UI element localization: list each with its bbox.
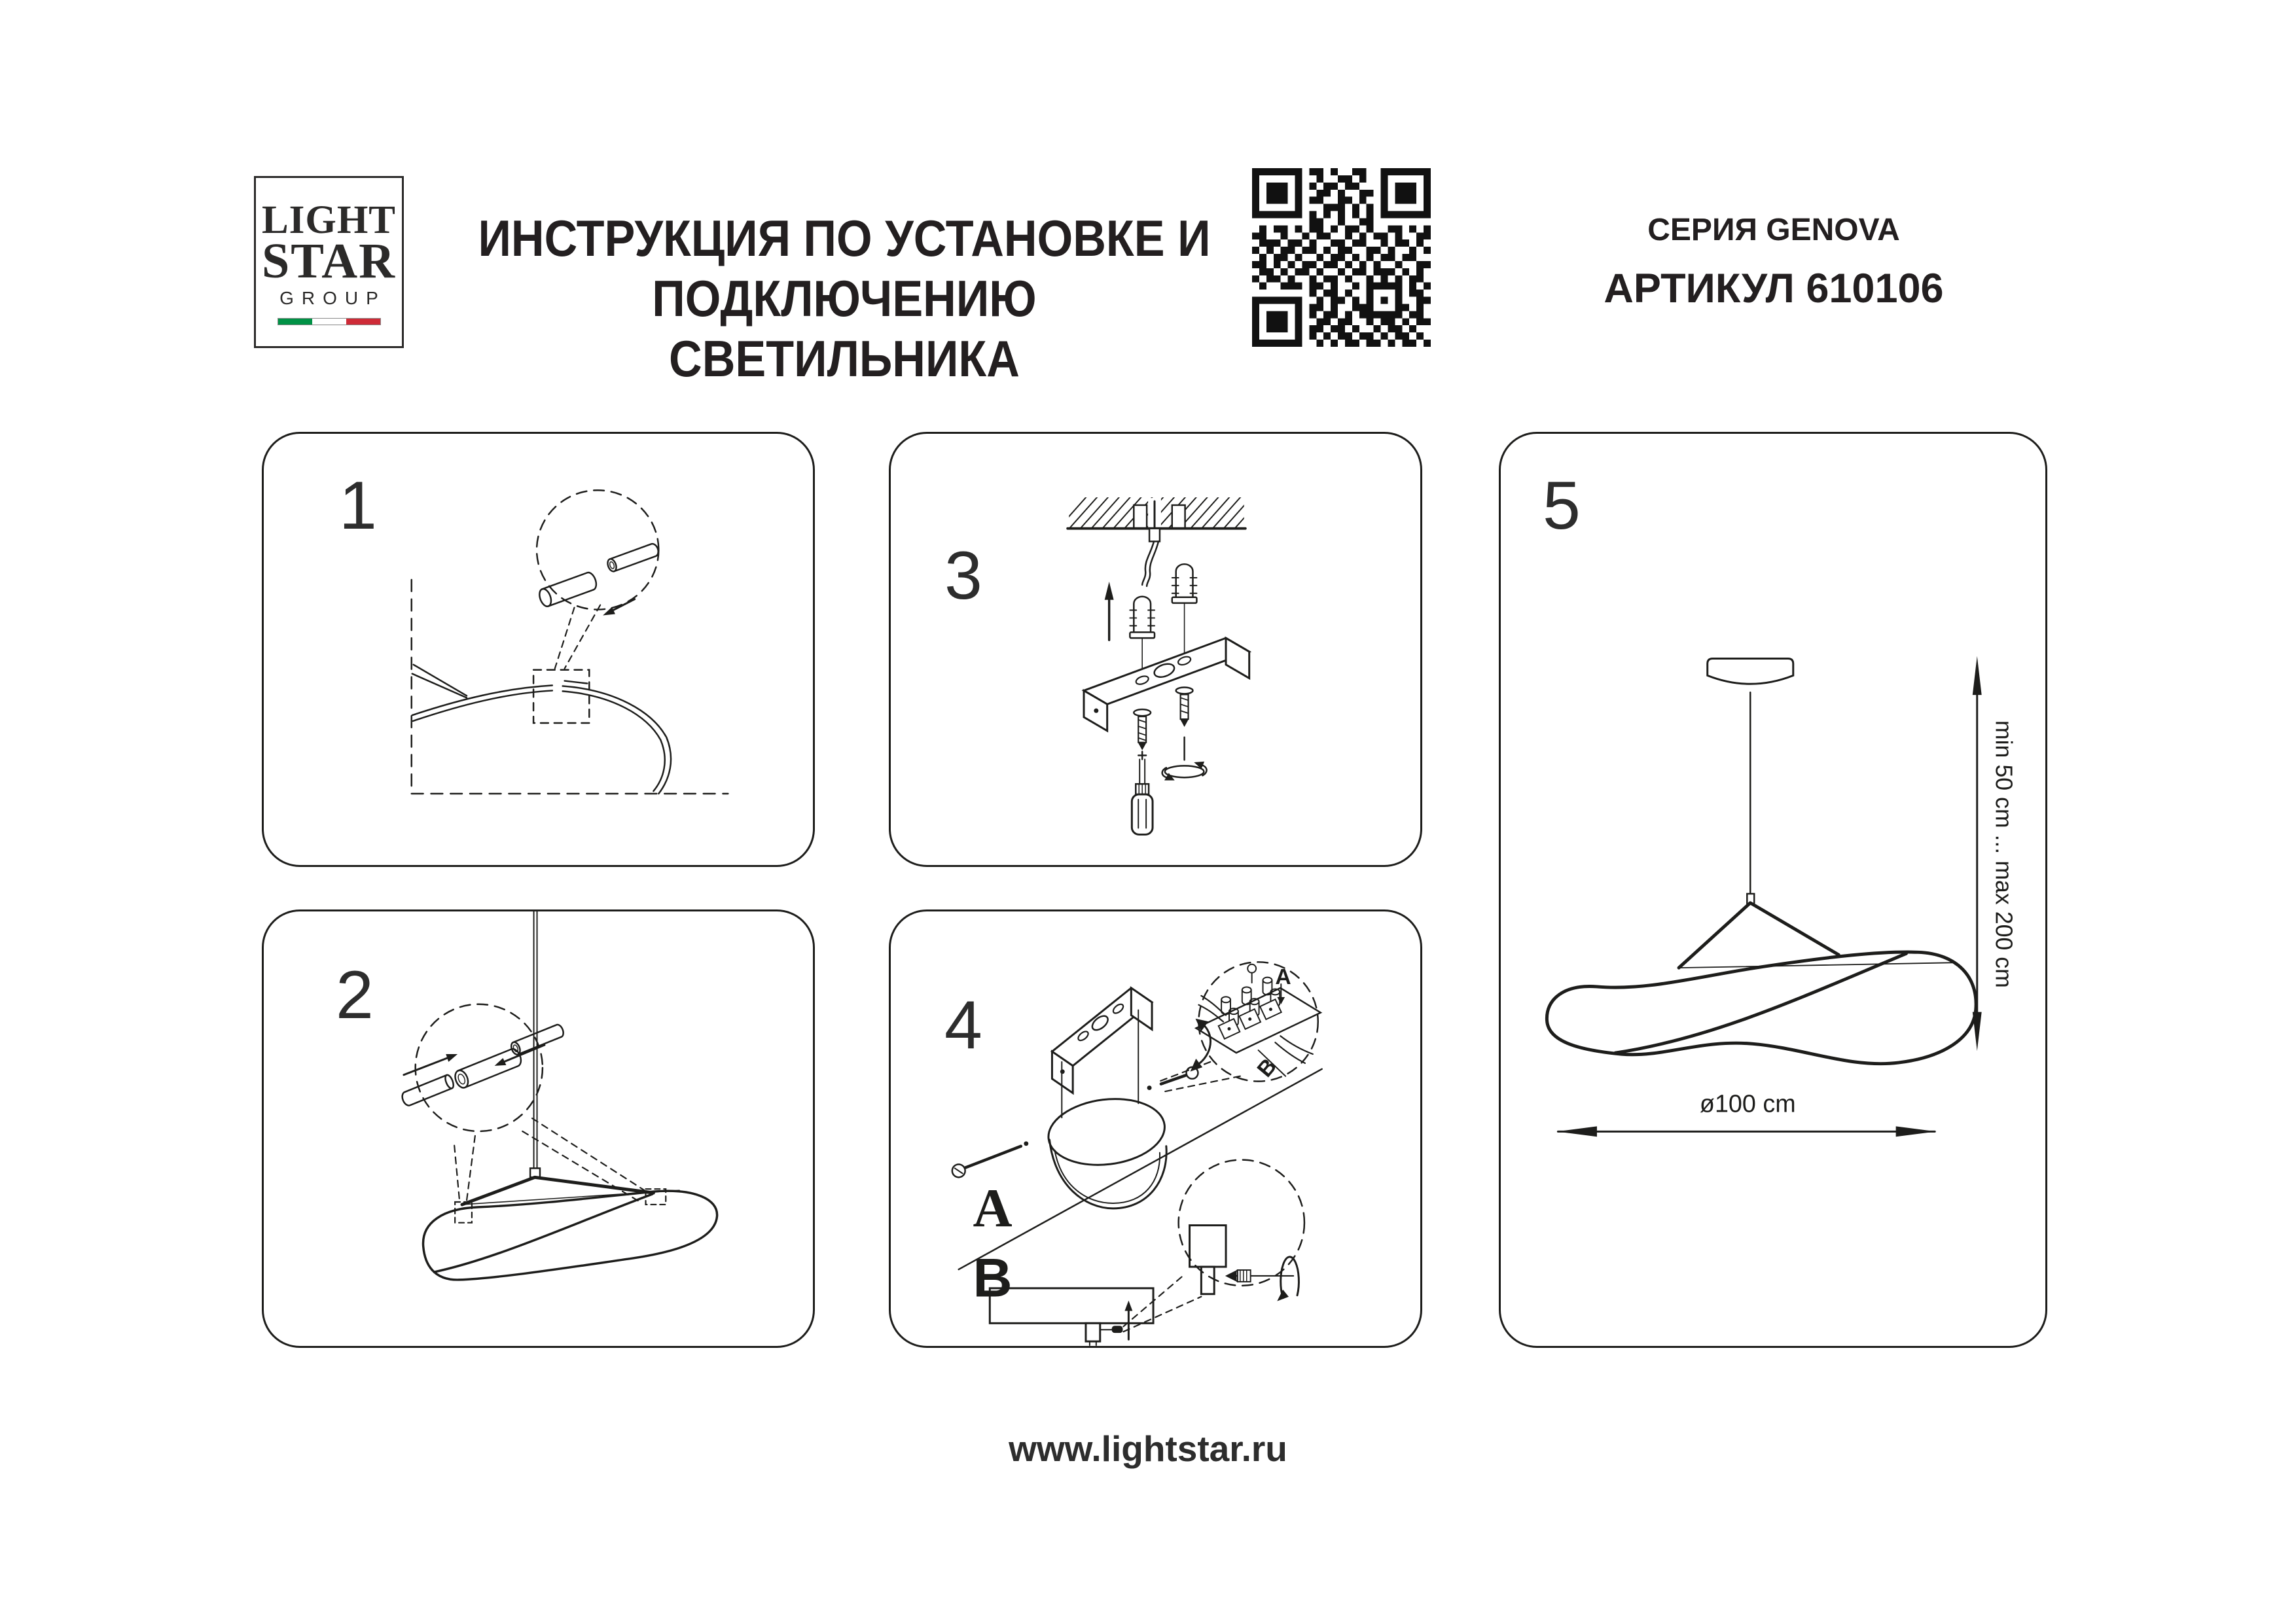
side-screw-left — [952, 1146, 1021, 1178]
flag-green — [278, 319, 312, 325]
step-number-3: 3 — [944, 538, 982, 614]
product-info — [1525, 213, 2022, 312]
detail-a-label: A — [1275, 964, 1291, 989]
ceiling-dowel-left — [1134, 505, 1147, 529]
panel-3 — [889, 432, 1422, 867]
section-b-label: B — [973, 1247, 1013, 1309]
ceiling-canopy — [1708, 659, 1793, 684]
title-line-1: ИНСТРУКЦИЯ ПО УСТАНОВКЕ И — [478, 209, 1211, 267]
section-a-label: A — [973, 1178, 1013, 1239]
flag-red — [346, 319, 380, 325]
step-number-2: 2 — [336, 957, 374, 1033]
cable-outlet — [1149, 529, 1160, 542]
rod-coupler-detail — [401, 1023, 565, 1107]
qr-code — [1252, 168, 1431, 347]
zoom-balloon — [537, 490, 658, 609]
ceiling-dowel-right — [1172, 505, 1185, 529]
shade-outline — [1547, 952, 1976, 1064]
joint-detail-square — [533, 670, 589, 723]
wall-plug-right — [1172, 564, 1197, 657]
step-number-1: 1 — [339, 468, 377, 544]
zoom-balloon — [416, 1004, 543, 1131]
panel-3-diagram — [891, 434, 1420, 865]
step-number-4: 4 — [944, 987, 982, 1063]
diameter-label: ø100 cm — [1699, 1089, 1796, 1118]
panel-5-diagram — [1501, 434, 2045, 1346]
ceiling-canopy — [1045, 1093, 1168, 1209]
mounting-bracket — [1084, 638, 1249, 731]
grub-screw-detail — [1190, 1226, 1299, 1298]
step-number-5: 5 — [1543, 468, 1581, 544]
height-range-label: min 50 cm ... max 200 cm — [1990, 720, 2017, 988]
lightstar-logo — [254, 176, 404, 348]
wall-plug-left — [1130, 597, 1155, 675]
page-title — [473, 208, 1215, 389]
screwdriver-icon — [1132, 752, 1153, 835]
article-number: АРТИКУЛ 610106 — [1604, 266, 1944, 311]
panel-4 — [889, 909, 1422, 1348]
panel-5 — [1499, 432, 2047, 1348]
italian-flag-bar — [278, 318, 381, 325]
logo-word-light: LIGHT — [261, 198, 396, 242]
qr-code-matrix — [1252, 168, 1431, 347]
logo-word-star: STAR — [261, 234, 397, 289]
website-url: www.lightstar.ru — [1009, 1428, 1287, 1469]
series-name: СЕРИЯ GENOVA — [1647, 213, 1900, 247]
panel-1 — [262, 432, 815, 867]
title-line-2: ПОДКЛЮЧЕНИЮ СВЕТИЛЬНИКА — [652, 270, 1037, 387]
panel-1-diagram — [264, 434, 813, 865]
flag-white — [312, 319, 346, 325]
mains-wires — [1142, 542, 1158, 586]
section-divider — [959, 1069, 1322, 1269]
push-arrow-left — [404, 1056, 452, 1075]
rod-connector-detail — [537, 542, 660, 608]
logo-word-group: GROUP — [279, 288, 386, 308]
shade-rim-curves — [412, 665, 671, 794]
panel-4-diagram — [891, 911, 1420, 1346]
mounting-bracket — [1052, 988, 1152, 1093]
detail-b-label: B — [1253, 1054, 1282, 1082]
panel-2 — [262, 909, 815, 1348]
screw-right — [1176, 687, 1193, 719]
screw-left — [1134, 709, 1151, 743]
panel-2-diagram — [264, 911, 813, 1346]
up-arrow-head — [1105, 582, 1114, 600]
